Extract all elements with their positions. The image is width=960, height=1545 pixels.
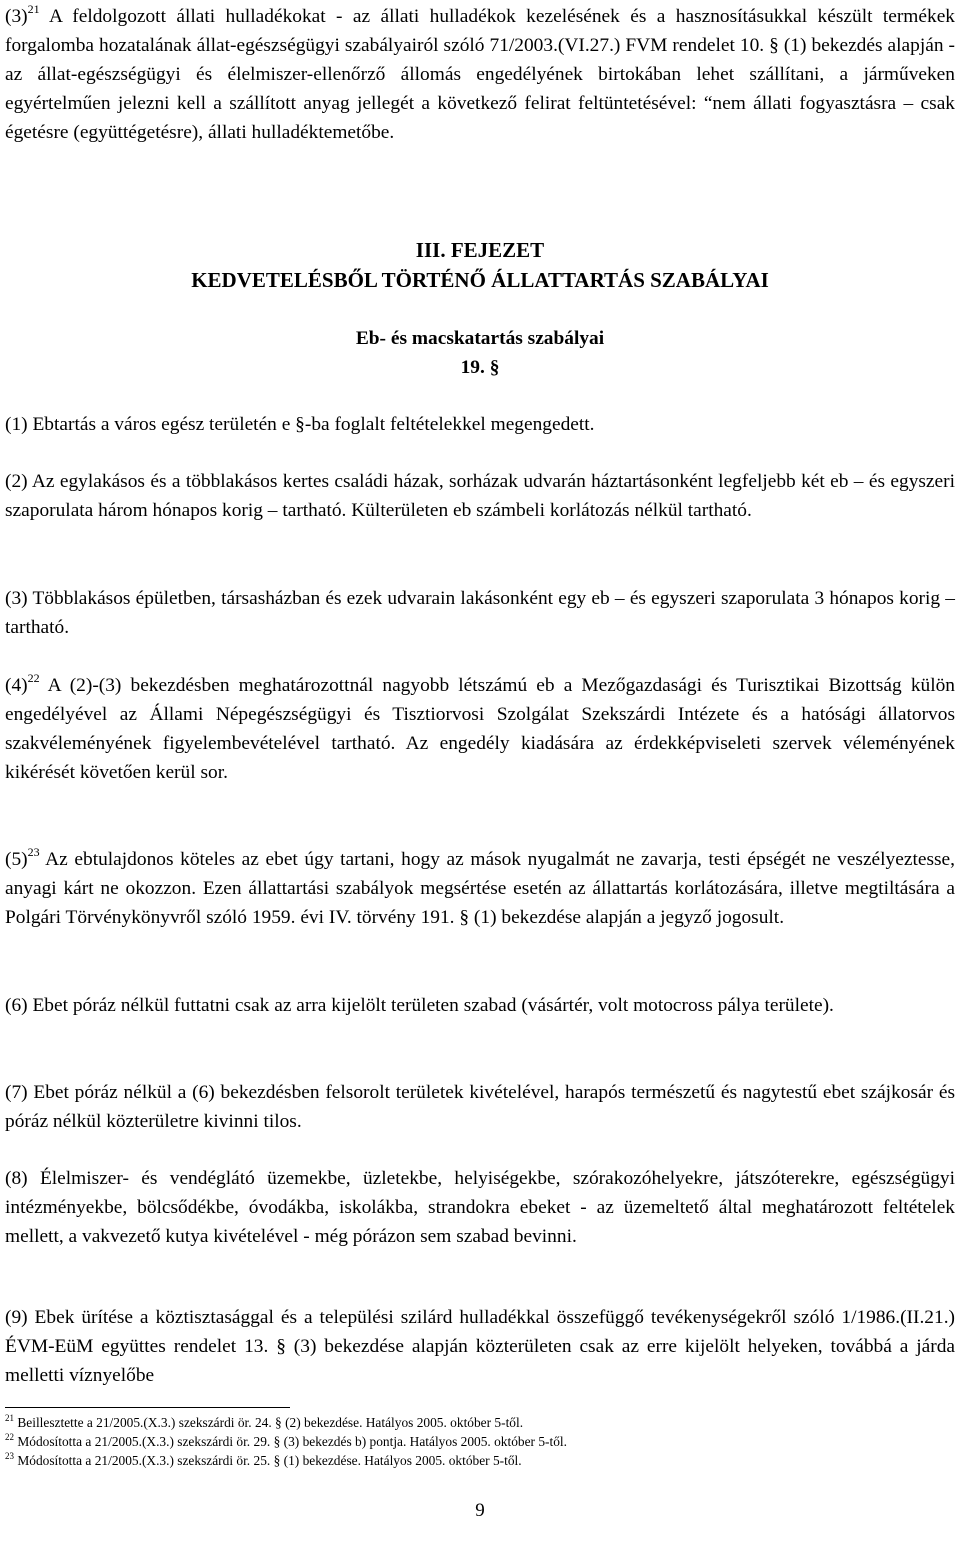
footnotes <box>5 1413 945 1470</box>
footnote-text: Beillesztette a 21/2005.(X.3.) szekszárdi ör. 24. § (2) bekezdése. Hatályos 2005. október 5-től. <box>14 1415 524 1430</box>
subsection-number: (4) <box>5 675 28 696</box>
footnote-21 <box>5 1413 945 1432</box>
subsection-number: (5) <box>5 849 28 870</box>
subsection-3: (3) Többlakásos épületben, társasházban és ezek udvarain lakásonként egy eb – és egyszeri szaporulata 3 hónapos korig – tartható. <box>5 588 955 638</box>
subsection-7: (7) Ebet póráz nélkül a (6) bekezdésben felsorolt területek kivételével, harapós természetű és nagytestű ebet szájkosár és póráz nélkül közterületre kivinni tilos. <box>5 1082 955 1132</box>
footnote-text: Módosította a 21/2005.(X.3.) szekszárdi ör. 25. § (1) bekezdése. Hatályos 2005. október 5-től. <box>14 1453 522 1468</box>
footnote-number: 23 <box>5 1450 14 1461</box>
subsection-text: Az ebtulajdonos köteles az ebet úgy tartani, hogy az mások nyugalmát ne zavarja, testi épségét ne veszélyeztesse, anyagi kárt ne okozzon. Ezen állattartási szabályok megsértése esetén az állattartás korlátozására, illetve megtiltására a Polgári Törvénykönyvről szóló 1959. évi IV. törvény 191. § (1) bekezdése alapján a jegyző jogosult. <box>5 849 955 928</box>
paragraph-text: A feldolgozott állati hulladékokat - az állati hulladékok kezelésének és a hasznosításukkal készült termékek forgalomba hozatalának állat-egészségügyi szabályairól szóló 71/2003.(VI.27.) FVM rendelet 10. § (1) bekezdés alapján - az állat-egészségügyi és élelmiszer-ellenőrző állomás engedélyének birtokában lehet szállítani, a járműveken egyértelműen jelezni kell a szállított anyag jellegét a következő felirat feltüntetésével: “nem állati fogyasztásra – csak égetésre (együttégetésre), állati hulladéktemetőbe. <box>5 6 955 143</box>
page-number: 9 <box>475 1500 485 1521</box>
footnote-23 <box>5 1451 945 1470</box>
subsection-8: (8) Élelmiszer- és vendéglátó üzemekbe, üzletekbe, helyiségekbe, szórakozóhelyekre, játszóterekre, egészségügyi intézményekbe, bölcsődékbe, óvodákba, iskolákba, strandokra ebeket - az üzemeltető által meghatározott feltételek mellett, a vakvezető kutya kivételével - még pórázon sem szabad bevinni. <box>5 1168 955 1247</box>
subsection-6: (6) Ebet póráz nélkül futtatni csak az arra kijelölt területen szabad (vásártér, volt motocross pálya területe). <box>5 995 834 1016</box>
footnote-text: Módosította a 21/2005.(X.3.) szekszárdi ör. 29. § (3) bekezdés b) pontja. Hatályos 2005. október 5-től. <box>14 1434 567 1449</box>
subsection-text: A (2)-(3) bekezdésben meghatározottnál nagyobb létszámú eb a Mezőgazdasági és Turisztikai Bizottság külön engedélyével az Állami Népegészségügyi és Tisztiorvosi Szolgálat Szekszárdi Intézete és a hatósági állatorvos szakvéleményének figyelembevételével tartható. Az engedély kiadására az érdekképviseleti szervek véleményének kikérését követően kerül sor. <box>5 675 955 783</box>
subsection-1: (1) Ebtartás a város egész területén e §-ba foglalt feltételekkel megengedett. <box>5 414 595 435</box>
section-number: 19. § <box>460 357 500 378</box>
footnote-22 <box>5 1432 945 1451</box>
footnote-number: 21 <box>5 1412 14 1423</box>
footnote-ref-23: 23 <box>27 844 40 859</box>
chapter-title: KEDVETELÉSBŐL TÖRTÉNŐ ÁLLATTARTÁS SZABÁLYAI <box>191 268 769 292</box>
subsection-4 <box>5 671 955 787</box>
footnote-ref-22: 22 <box>27 670 40 685</box>
chapter-number: III. FEJEZET <box>415 238 545 262</box>
subsection-5 <box>5 845 955 932</box>
subsection-2: (2) Az egylakásos és a többlakásos kertes családi házak, sorházak udvarán háztartásonként legfeljebb két eb – és egyszeri szaporulata három hónapos korig – tartható. Külterületen eb számbeli korlátozás nélkül tartható. <box>5 471 955 521</box>
footnote-separator <box>5 1407 290 1408</box>
section-title: Eb- és macskatartás szabályai <box>355 328 605 349</box>
subsection-9: (9) Ebek ürítése a köztisztasággal és a települési szilárd hulladékkal összefüggő tevékenységekről szóló 1/1986.(II.21.) ÉVM-EüM együttes rendelet 13. § (3) bekezdése alapján közterületen csak az erre kijelölt helyeken, továbbá a járda melletti víznyelőbe <box>5 1307 955 1386</box>
paragraph-3 <box>5 2 955 147</box>
footnote-number: 22 <box>5 1431 14 1442</box>
paragraph-number: (3) <box>5 6 28 27</box>
footnote-ref-21: 21 <box>27 1 40 16</box>
